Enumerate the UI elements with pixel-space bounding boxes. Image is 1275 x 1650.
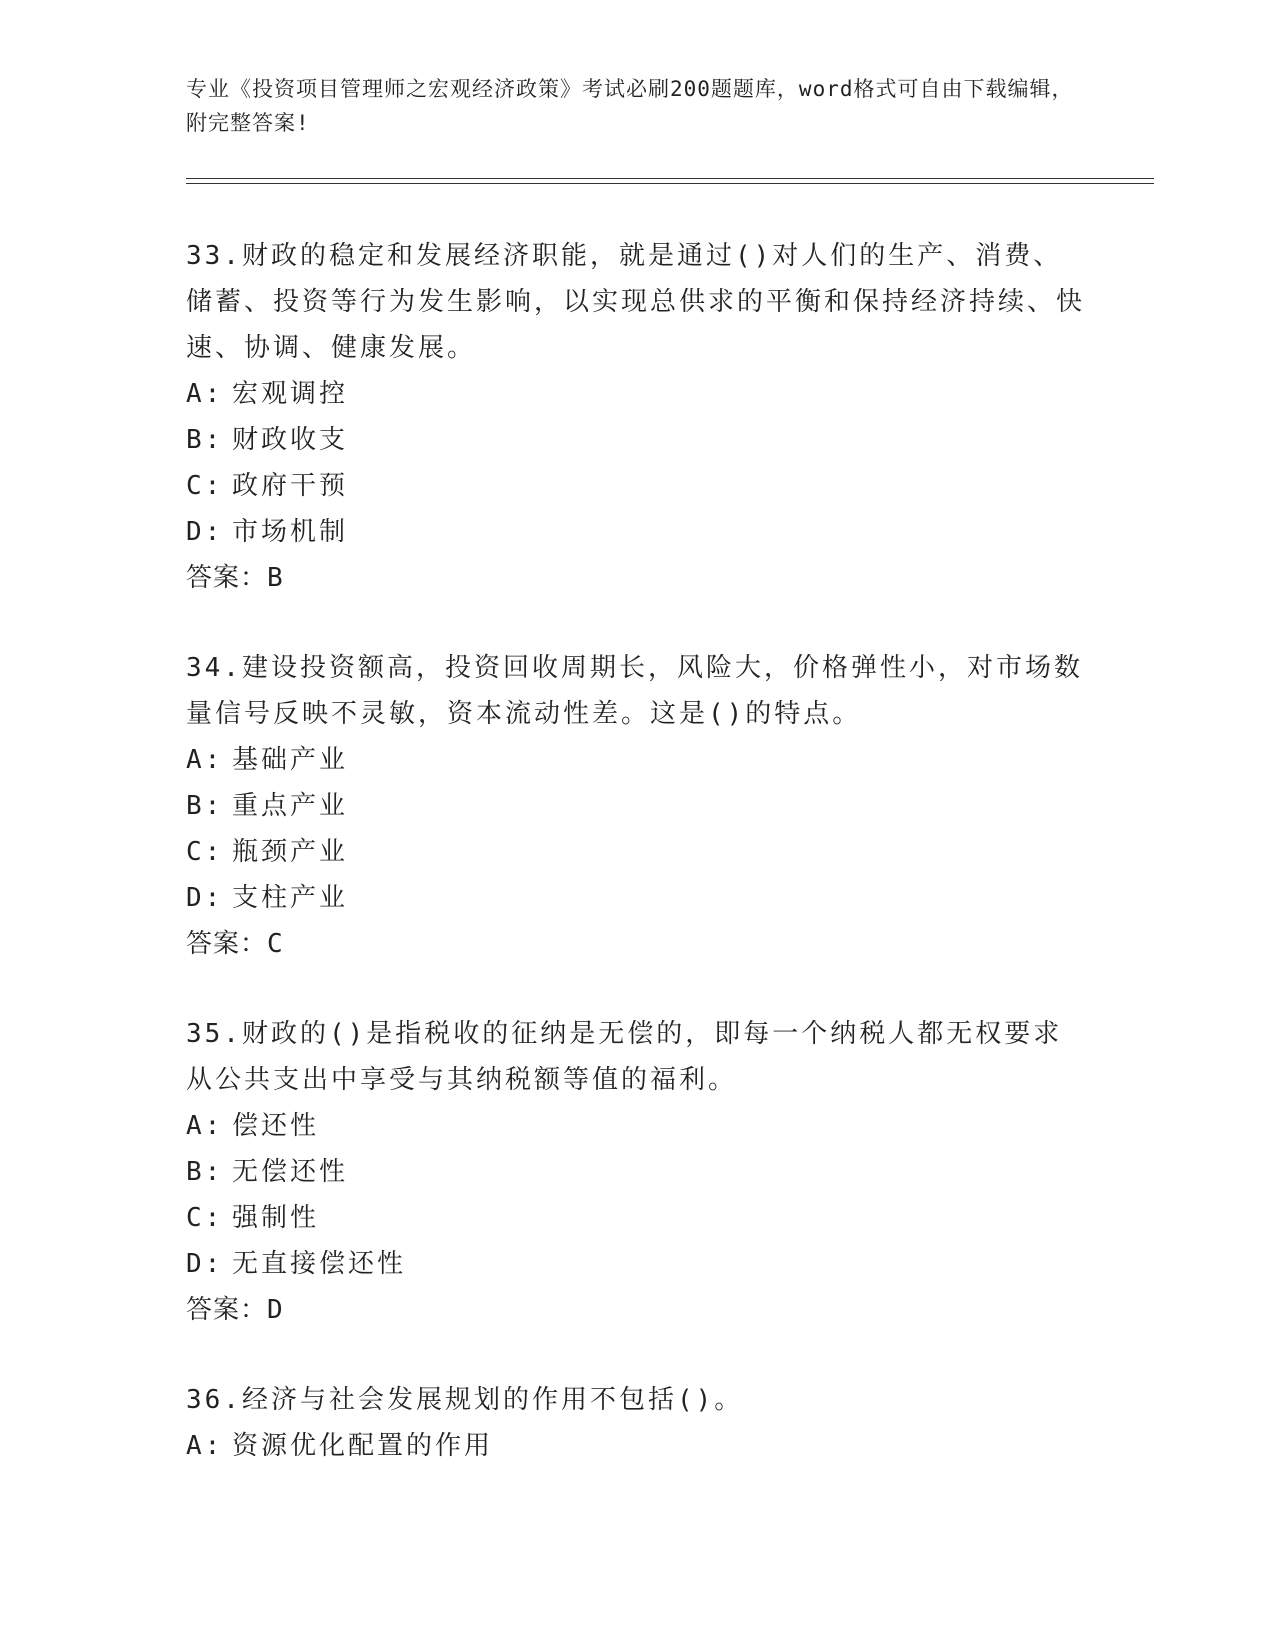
question-text: 34.建设投资额高，投资回收周期长，风险大，价格弹性小，对市场数量信号反映不灵敏，资本流动性差。这是()的特点。 [186, 653, 1083, 729]
option-text: 基础产业 [232, 745, 349, 775]
option-c [186, 829, 1086, 875]
question-list [186, 233, 1086, 1513]
question-text: 35.财政的()是指税收的征纳是无偿的，即每一个纳税人都无权要求从公共支出中享受与其纳税额等值的福利。 [186, 1019, 1063, 1095]
option-text: 政府干预 [232, 471, 349, 501]
header-rule-bottom [186, 183, 1154, 184]
option-key: C: [186, 837, 224, 867]
option-text: 市场机制 [232, 517, 349, 547]
option-text: 无偿还性 [232, 1157, 349, 1187]
question-33 [186, 233, 1086, 601]
option-c [186, 1195, 1086, 1241]
option-list [186, 1103, 1086, 1287]
option-key: B: [186, 425, 224, 455]
option-text: 宏观调控 [232, 379, 349, 409]
option-text: 资源优化配置的作用 [232, 1431, 494, 1461]
question-36 [186, 1377, 1086, 1469]
question-35 [186, 1011, 1086, 1333]
option-key: A: [186, 379, 224, 409]
option-key: A: [186, 1111, 224, 1141]
option-b [186, 1149, 1086, 1195]
option-key: B: [186, 791, 224, 821]
answer-line: 答案：B [186, 563, 284, 593]
option-a [186, 1423, 1086, 1469]
option-d [186, 875, 1086, 921]
option-key: B: [186, 1157, 224, 1187]
option-key: D: [186, 517, 224, 547]
document-header: 专业《投资项目管理师之宏观经济政策》考试必刷200题题库，word格式可自由下载编辑，附完整答案! [186, 77, 1074, 135]
question-text: 36.经济与社会发展规划的作用不包括()。 [186, 1385, 744, 1415]
option-d [186, 509, 1086, 555]
option-list [186, 371, 1086, 555]
option-text: 财政收支 [232, 425, 349, 455]
option-key: A: [186, 1431, 224, 1461]
question-text: 33.财政的稳定和发展经济职能，就是通过()对人们的生产、消费、储蓄、投资等行为发生影响，以实现总供求的平衡和保持经济持续、快速、协调、健康发展。 [186, 241, 1086, 363]
answer-line: 答案：D [186, 1295, 284, 1325]
option-text: 强制性 [232, 1203, 320, 1233]
option-list [186, 737, 1086, 921]
option-text: 瓶颈产业 [232, 837, 349, 867]
option-text: 重点产业 [232, 791, 349, 821]
option-text: 偿还性 [232, 1111, 320, 1141]
option-list [186, 1423, 1086, 1469]
option-b [186, 417, 1086, 463]
option-key: A: [186, 745, 224, 775]
option-text: 支柱产业 [232, 883, 349, 913]
option-d [186, 1241, 1086, 1287]
header-rule-top [186, 178, 1154, 179]
option-a [186, 737, 1086, 783]
option-c [186, 463, 1086, 509]
option-b [186, 783, 1086, 829]
answer-line: 答案：C [186, 929, 284, 959]
option-text: 无直接偿还性 [232, 1249, 407, 1279]
question-34 [186, 645, 1086, 967]
option-key: C: [186, 1203, 224, 1233]
option-a [186, 371, 1086, 417]
option-key: D: [186, 883, 224, 913]
option-key: C: [186, 471, 224, 501]
option-a [186, 1103, 1086, 1149]
option-key: D: [186, 1249, 224, 1279]
